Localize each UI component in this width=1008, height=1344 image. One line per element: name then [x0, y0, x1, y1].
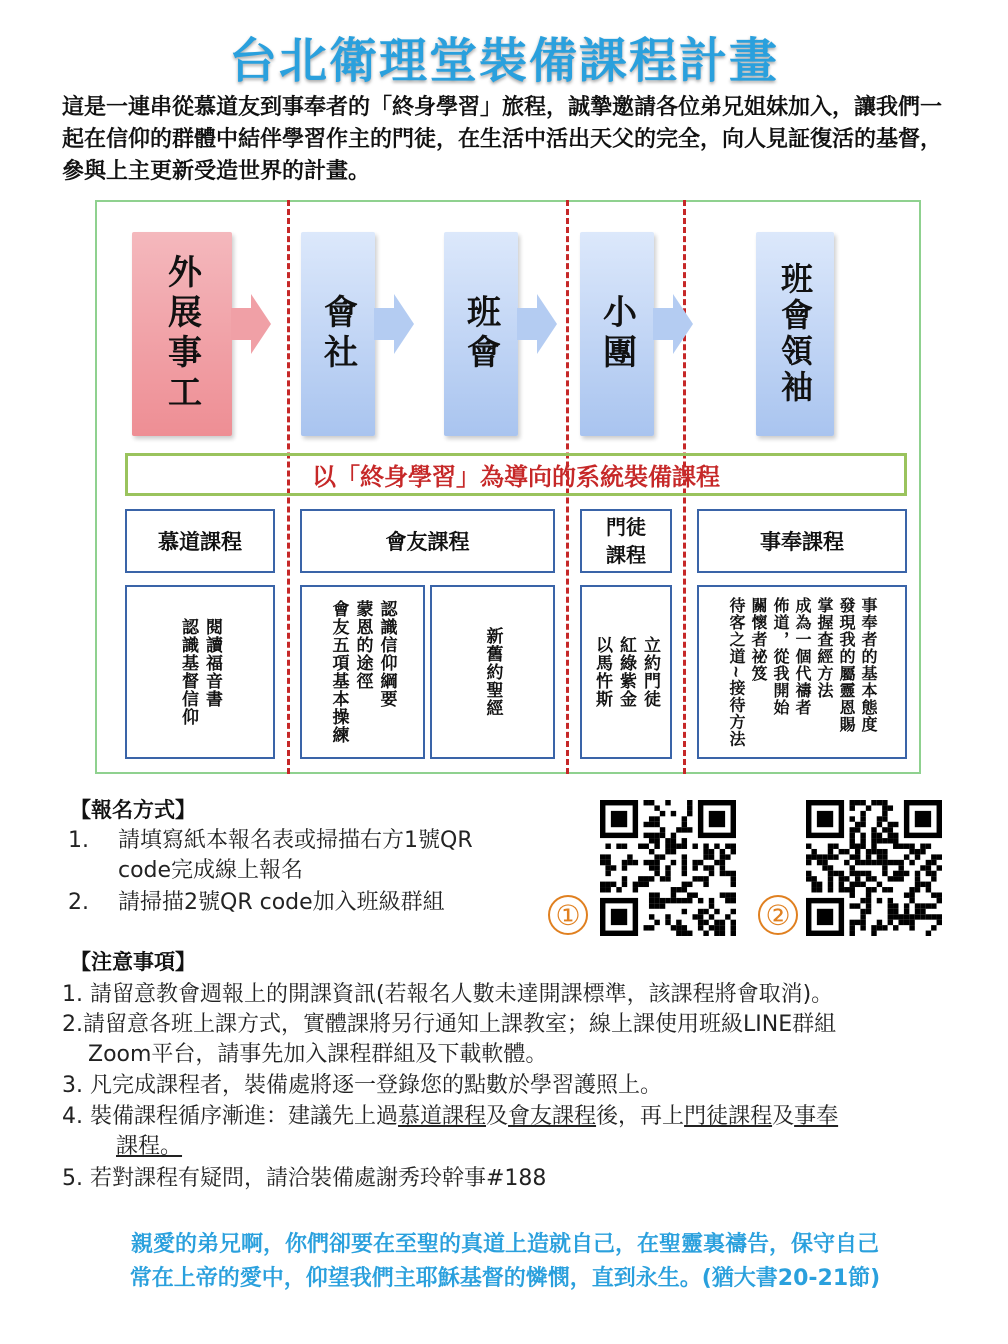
detail-member-b [430, 585, 555, 759]
stage-label: 班會領袖 [776, 262, 814, 406]
stage-label: 小團 [596, 294, 637, 374]
stage-label: 班會 [460, 294, 501, 374]
course-disciple-line2: 課程 [606, 543, 646, 567]
scripture-verse [40, 1228, 970, 1296]
detail-line: 成為一個代禱者 [793, 596, 812, 716]
stage-label: 會社 [317, 294, 358, 374]
note-item: 1. 請留意教會週報上的開課資訊(若報名人數未達開課標準，該課程將會取消)。 [62, 982, 834, 1007]
registration-item-line: 請填寫紙本報名表或掃描右方1號QR [118, 828, 473, 853]
detail-line: 佈道，從我開始 [771, 596, 790, 716]
stage-class-leader [756, 232, 834, 436]
detail-line: 認識信仰綱要 [376, 600, 397, 708]
note-course-member: 會友課程 [508, 1104, 597, 1129]
stage-outreach [132, 232, 232, 436]
detail-text [327, 600, 399, 744]
registration-item-number: 2. [68, 890, 89, 915]
note-item: 3. 凡完成課程者，裝備處將逐一登錄您的點數於學習護照上。 [62, 1073, 662, 1098]
detail-service [697, 585, 907, 759]
note-course-disciple: 門徒課程 [684, 1104, 773, 1129]
detail-line: 認識基督信仰 [178, 618, 198, 726]
detail-seeker [125, 585, 275, 759]
note-item [116, 1132, 182, 1162]
detail-line: 發現我的屬靈恩賜 [837, 596, 856, 733]
note-text: 後，再上 [596, 1104, 685, 1129]
detail-text [590, 636, 662, 708]
qr-number-badge: ② [758, 895, 798, 935]
stage-small-group [580, 232, 654, 436]
detail-disciple [580, 585, 672, 759]
page-title: 台北衛理堂裝備課程計畫 [228, 33, 779, 89]
arrow-right-icon [374, 294, 416, 354]
note-item: Zoom平台，請事先加入課程群組及下載軟體。 [88, 1042, 548, 1067]
note-text: 。 [160, 1134, 183, 1159]
note-course-service: 課程 [116, 1134, 161, 1159]
detail-line: 立約門徒 [640, 636, 660, 708]
course-service: 事奉課程 [697, 509, 907, 573]
detail-line: 新舊約聖經 [482, 627, 503, 717]
notes-heading: 【注意事項】 [70, 950, 196, 974]
detail-line: 關懷者祕笈 [749, 596, 768, 682]
detail-text [481, 627, 505, 717]
stage-label: 外展事工 [161, 254, 202, 414]
detail-line: 會友五項基本操練 [328, 600, 349, 744]
lifelong-learning-banner: 以「終身學習」為導向的系統裝備課程 [125, 453, 907, 496]
note-text: 及 [486, 1104, 509, 1129]
registration-item-number: 1. [68, 828, 89, 853]
arrow-right-icon [517, 294, 559, 354]
registration-item-line: code完成線上報名 [118, 858, 304, 883]
detail-line: 以馬忤斯 [592, 636, 612, 708]
course-disciple [580, 509, 672, 573]
note-item: 5. 若對課程有疑問，請洽裝備處謝秀玲幹事#188 [62, 1166, 547, 1191]
course-seeker: 慕道課程 [125, 509, 275, 573]
detail-line: 掌握查經方法 [815, 596, 834, 699]
detail-text [176, 618, 224, 726]
stage-fellowship [301, 232, 375, 436]
qr-number-badge: ① [548, 895, 588, 935]
note-course-service: 事奉 [794, 1104, 839, 1129]
intro-paragraph: 這是一連串從慕道友到事奉者的「終身學習」旅程，誠摯邀請各位弟兄姐妹加入，讓我們一起在信仰的群體中結伴學習作主的門徒，在生活中活出天父的完全，向人見証復活的基督，參與上主更新受造世界的計畫。 [62, 95, 943, 184]
detail-line: 閱讀福音書 [202, 618, 222, 708]
detail-line: 紅綠紫金 [616, 636, 636, 708]
verse-line: 常在上帝的愛中，仰望我們主耶穌基督的憐憫，直到永生。(猶大書20-21節) [129, 1266, 881, 1291]
note-text: 4. 裝備課程循序漸進：建議先上過 [62, 1104, 398, 1129]
qr-code-registration-icon[interactable] [600, 800, 736, 936]
detail-member-a [300, 585, 425, 759]
registration-item-line: 請掃描2號QR code加入班級群組 [118, 890, 445, 915]
detail-line: 事奉者的基本態度 [859, 596, 878, 733]
arrow-right-icon [231, 294, 273, 354]
note-item [62, 1102, 982, 1132]
course-member: 會友課程 [300, 509, 555, 573]
detail-line: 待客之道~接待方法 [727, 596, 746, 748]
detail-text [725, 597, 879, 747]
course-disciple-line1: 門徒 [606, 515, 646, 539]
stage-class-meeting [444, 232, 518, 436]
registration-heading: 【報名方式】 [70, 798, 196, 822]
registration-item [118, 826, 558, 886]
qr-code-group-icon[interactable] [806, 800, 942, 936]
detail-line: 蒙恩的途徑 [352, 600, 373, 690]
note-text: 及 [772, 1104, 795, 1129]
arrow-right-icon [653, 294, 695, 354]
verse-line: 親愛的弟兄啊，你們卻要在至聖的真道上造就自己，在聖靈裏禱告，保守自己 [130, 1232, 879, 1257]
note-item: 2.請留意各班上課方式，實體課將另行通知上課教室；線上課使用班級LINE群組 [62, 1012, 837, 1037]
note-course-seeker: 慕道課程 [398, 1104, 487, 1129]
